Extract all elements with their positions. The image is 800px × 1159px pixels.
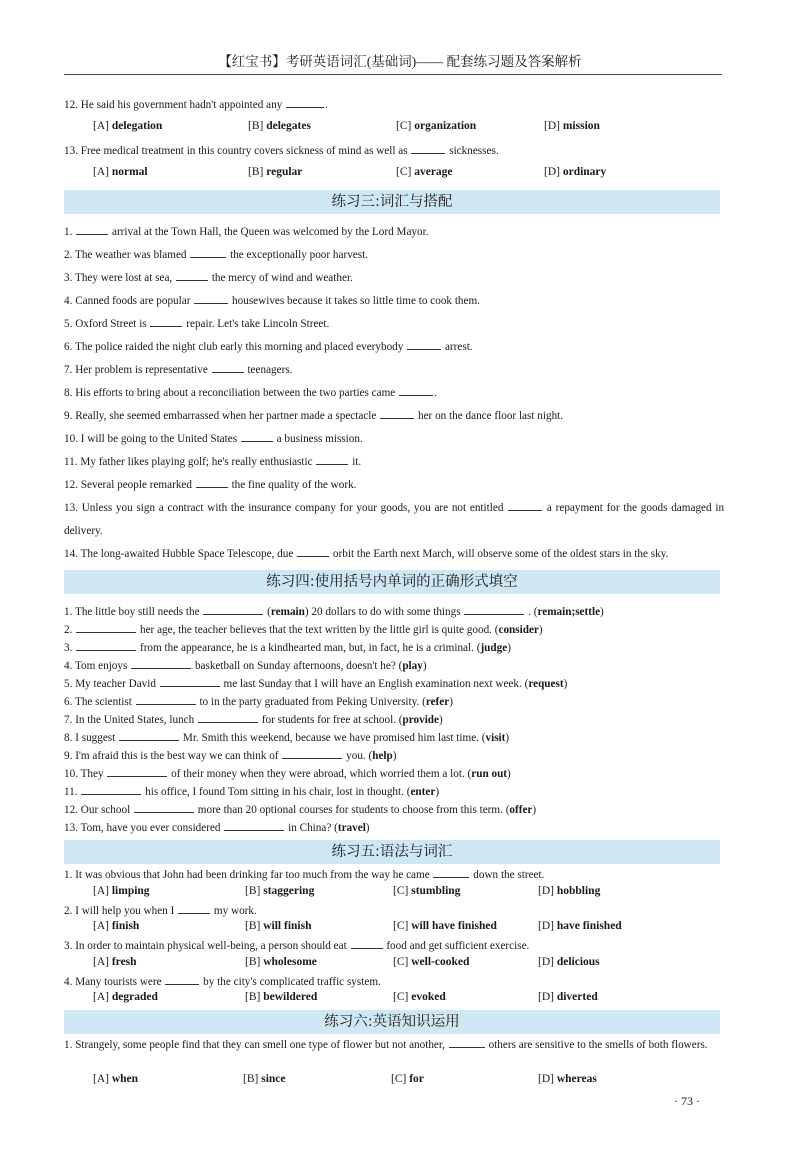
- s5-question-2: [64, 903, 724, 919]
- question-text-end: of their money when they were abroad, which worried them a lot. (: [171, 768, 472, 780]
- question-text: 12. He said his government hadn't appointed any: [64, 99, 283, 111]
- question-text-mid: ) 20 dollars to do with some things: [304, 606, 461, 618]
- paren-open: (: [267, 606, 271, 618]
- option-letter: [C]: [396, 120, 412, 132]
- question-text: 9. Really, she seemed embarrassed when her partner made a spectacle: [64, 410, 377, 422]
- option-word: finish: [111, 920, 140, 932]
- question-text-end: .: [434, 387, 437, 399]
- option-word: well-cooked: [411, 956, 470, 968]
- s3-question-13: [64, 497, 724, 543]
- answer-blank[interactable]: [203, 604, 263, 615]
- option-letter: [B]: [245, 885, 261, 897]
- option-b[interactable]: [245, 956, 317, 968]
- answer-blank[interactable]: [380, 408, 414, 419]
- options-q12: [93, 120, 733, 138]
- option-word: diverted: [556, 991, 598, 1003]
- question-text: 2. I will help you when I: [64, 905, 175, 917]
- word-hint: enter: [410, 786, 436, 798]
- answer-blank[interactable]: [241, 431, 273, 442]
- question-text: 7. Her problem is representative: [64, 364, 208, 376]
- option-b[interactable]: [245, 885, 314, 897]
- s5-question-3: [64, 938, 724, 954]
- option-letter: [A]: [93, 956, 109, 968]
- option-word: delicious: [556, 956, 600, 968]
- answer-blank[interactable]: [282, 748, 342, 759]
- s3-question-14: [64, 546, 724, 562]
- option-letter: [A]: [93, 120, 109, 132]
- answer-blank[interactable]: [107, 766, 167, 777]
- question-text: 2.: [64, 624, 73, 636]
- s3-question-7: [64, 362, 724, 378]
- word-hint: remain;settle: [537, 606, 601, 618]
- option-c[interactable]: [393, 920, 497, 932]
- paren-close: ): [532, 804, 537, 816]
- option-c[interactable]: [393, 991, 446, 1003]
- option-a[interactable]: [93, 920, 139, 932]
- question-text: 13. Unless you sign a contract with the insurance company for your goods, you are not entitled: [64, 502, 504, 514]
- option-word: stumbling: [411, 885, 461, 897]
- question-text-end: my work.: [213, 905, 257, 917]
- question-text-end: her on the dance floor last night.: [417, 410, 564, 422]
- section-4-title: 练习四:使用括号内单词的正确形式填空: [64, 570, 720, 594]
- word-hint: consider: [498, 624, 539, 636]
- section-5-title: 练习五:语法与词汇: [64, 840, 720, 864]
- option-letter: [D]: [544, 166, 560, 178]
- s4-question-9: [64, 748, 724, 764]
- answer-blank[interactable]: [224, 820, 284, 831]
- s4-question-10: [64, 766, 724, 782]
- question-text-end: a business mission.: [276, 433, 363, 445]
- option-letter: [A]: [93, 991, 109, 1003]
- question-text-end: arrest.: [444, 341, 473, 353]
- question-text-end: Mr. Smith this weekend, because we have promised him last time. (: [182, 732, 486, 744]
- option-word: bewildered: [263, 991, 318, 1003]
- option-letter: [C]: [393, 991, 409, 1003]
- paren-close: ): [392, 750, 397, 762]
- option-letter: [B]: [243, 1073, 259, 1085]
- question-text: 14. The long-awaited Hubble Space Telescope, due: [64, 548, 294, 560]
- option-d[interactable]: [538, 956, 600, 968]
- option-letter: [B]: [245, 991, 261, 1003]
- question-text: 1.: [64, 226, 73, 238]
- option-letter: [B]: [248, 166, 264, 178]
- option-word: delegation: [111, 120, 163, 132]
- answer-blank[interactable]: [194, 293, 228, 304]
- paren-close: ): [449, 696, 453, 708]
- question-text: 1. It was obvious that John had been drinking far too much from the way he came: [64, 869, 430, 881]
- question-text-end: a repayment for the goods damaged in delivery.: [64, 502, 725, 537]
- answer-blank[interactable]: [433, 867, 469, 878]
- option-letter: [D]: [538, 885, 554, 897]
- options-s6-q1: [93, 1073, 733, 1091]
- question-text: 3.: [64, 642, 73, 654]
- option-word: whereas: [556, 1073, 597, 1085]
- question-13: [64, 143, 724, 159]
- question-text-end: from the appearance, he is a kindhearted man, but, in fact, he is a criminal. (: [139, 642, 481, 654]
- word-hint: visit: [485, 732, 506, 744]
- s4-question-13: [64, 820, 724, 836]
- question-text: 13. Free medical treatment in this country covers sickness of mind as well as: [64, 145, 408, 157]
- question-text-end: it.: [352, 456, 362, 468]
- s4-question-8: [64, 730, 724, 746]
- option-letter: [D]: [538, 956, 554, 968]
- question-text-end: sicknesses.: [449, 145, 499, 157]
- option-c[interactable]: [391, 1073, 424, 1085]
- word-hint: travel: [337, 822, 366, 834]
- question-text-end: to in the party graduated from Peking University. (: [199, 696, 426, 708]
- answer-blank[interactable]: [150, 316, 182, 327]
- option-a[interactable]: [93, 120, 162, 132]
- option-b[interactable]: [243, 1073, 286, 1085]
- options-s5-q1: [93, 885, 733, 903]
- question-text: 1. Strangely, some people find that they can smell one type of flower but not another,: [64, 1039, 445, 1051]
- option-word: since: [261, 1073, 286, 1085]
- answer-blank[interactable]: [76, 622, 136, 633]
- paren-close: ): [438, 714, 443, 726]
- option-letter: [A]: [93, 166, 109, 178]
- paren-close: ): [538, 624, 543, 636]
- answer-blank[interactable]: [449, 1037, 485, 1048]
- question-text: 3. They were lost at sea,: [64, 272, 173, 284]
- option-word: hobbling: [556, 885, 601, 897]
- question-text-end: orbit the Earth next March, will observe some of the oldest stars in the sky.: [332, 548, 669, 560]
- option-word: delegates: [266, 120, 311, 132]
- paren-close: ): [365, 822, 370, 834]
- question-text: 5. Oxford Street is: [64, 318, 147, 330]
- answer-blank[interactable]: [411, 143, 445, 154]
- answer-blank[interactable]: [119, 730, 179, 741]
- option-letter: [C]: [391, 1073, 407, 1085]
- section-6-title: 练习六:英语知识运用: [64, 1010, 720, 1034]
- question-text-end: down the street.: [473, 869, 545, 881]
- option-word: for: [409, 1073, 424, 1085]
- option-word: normal: [111, 166, 148, 178]
- question-text-end: her age, the teacher believes that the text written by the little girl is quite good. (: [139, 624, 499, 636]
- paren-close: ): [505, 732, 510, 744]
- answer-blank[interactable]: [351, 938, 383, 949]
- word-hint: judge: [480, 642, 508, 654]
- option-d[interactable]: [544, 166, 606, 178]
- word-hint: offer: [509, 804, 533, 816]
- question-text: 9. I'm afraid this is the best way we can think of: [64, 750, 279, 762]
- question-text-end: in China? (: [288, 822, 338, 834]
- option-word: mission: [562, 120, 600, 132]
- option-word: will finish: [263, 920, 312, 932]
- s3-question-9: [64, 408, 724, 424]
- question-text: 4. Canned foods are popular: [64, 295, 191, 307]
- question-text: 12. Several people remarked: [64, 479, 192, 491]
- word-hint: help: [372, 750, 393, 762]
- question-text: 10. I will be going to the United States: [64, 433, 238, 445]
- question-text: 2. The weather was blamed: [64, 249, 187, 261]
- paren-close: ): [600, 606, 604, 618]
- answer-blank[interactable]: [76, 224, 108, 235]
- option-letter: [A]: [93, 920, 109, 932]
- s4-question-12: [64, 802, 724, 818]
- s4-question-5: [64, 676, 724, 692]
- s4-question-11: [64, 784, 724, 800]
- option-a[interactable]: [93, 1073, 138, 1085]
- s3-question-12: [64, 477, 724, 493]
- options-s5-q4: [93, 991, 733, 1009]
- word-hint: play: [402, 660, 423, 672]
- s3-question-3: [64, 270, 724, 286]
- s3-question-6: [64, 339, 724, 355]
- answer-blank[interactable]: [196, 477, 228, 488]
- question-text: 11. My father likes playing golf; he's really enthusiastic: [64, 456, 313, 468]
- option-word: organization: [414, 120, 477, 132]
- option-word: will have finished: [411, 920, 497, 932]
- option-b[interactable]: [245, 920, 311, 932]
- paren-close: ): [507, 768, 511, 780]
- option-word: regular: [266, 166, 303, 178]
- option-c[interactable]: [396, 120, 476, 132]
- answer-blank[interactable]: [176, 270, 208, 281]
- question-text-end: the exceptionally poor harvest.: [230, 249, 369, 261]
- option-letter: [D]: [538, 991, 554, 1003]
- answer-blank[interactable]: [165, 974, 199, 985]
- s3-question-4: [64, 293, 724, 309]
- option-word: limping: [111, 885, 150, 897]
- question-text-end: others are sensitive to the smells of both flowers.: [488, 1039, 708, 1051]
- question-text-end: teenagers.: [247, 364, 293, 376]
- question-text: 4. Tom enjoys: [64, 660, 128, 672]
- s4-question-7: [64, 712, 724, 728]
- option-a[interactable]: [93, 885, 150, 897]
- option-word: ordinary: [562, 166, 607, 178]
- question-text-end: housewives because it takes so little time to cook them.: [232, 295, 480, 307]
- answer-blank[interactable]: [407, 339, 441, 350]
- option-letter: [A]: [93, 1073, 109, 1085]
- question-text: 1. The little boy still needs the: [64, 606, 200, 618]
- option-word: degraded: [111, 991, 158, 1003]
- answer-blank[interactable]: [190, 247, 226, 258]
- answer-blank[interactable]: [198, 712, 258, 723]
- option-a[interactable]: [93, 991, 158, 1003]
- s6-question-1: [64, 1037, 724, 1054]
- question-text: 11.: [64, 786, 78, 798]
- answer-blank[interactable]: [464, 604, 524, 615]
- option-d[interactable]: [544, 120, 600, 132]
- question-text-end: by the city's complicated traffic system.: [203, 976, 381, 988]
- question-text-end: the fine quality of the work.: [231, 479, 357, 491]
- answer-blank[interactable]: [131, 658, 191, 669]
- s5-question-4: [64, 974, 724, 990]
- page-header: 【红宝书】考研英语词汇(基础词)—— 配套练习题及答案解析: [218, 54, 582, 69]
- option-word: when: [111, 1073, 139, 1085]
- answer-blank[interactable]: [136, 694, 196, 705]
- option-word: wholesome: [263, 956, 317, 968]
- answer-blank[interactable]: [134, 802, 194, 813]
- answer-blank[interactable]: [81, 784, 141, 795]
- s3-question-11: [64, 454, 724, 470]
- option-letter: [B]: [245, 920, 261, 932]
- option-letter: [C]: [393, 956, 409, 968]
- option-c[interactable]: [393, 885, 460, 897]
- option-word: staggering: [263, 885, 315, 897]
- option-a[interactable]: [93, 166, 148, 178]
- option-letter: [D]: [538, 1073, 554, 1085]
- question-text-end: .: [325, 99, 328, 111]
- s4-question-4: [64, 658, 724, 674]
- question-text: 12. Our school: [64, 804, 131, 816]
- question-text-end: arrival at the Town Hall, the Queen was welcomed by the Lord Mayor.: [111, 226, 429, 238]
- question-text-end: more than 20 optional courses for students to choose from this term. (: [197, 804, 510, 816]
- word-hint: request: [528, 678, 564, 690]
- answer-blank[interactable]: [316, 454, 348, 465]
- question-text: 4. Many tourists were: [64, 976, 162, 988]
- answer-blank[interactable]: [178, 903, 210, 914]
- answer-blank[interactable]: [286, 97, 324, 108]
- option-letter: [C]: [393, 920, 409, 932]
- option-a[interactable]: [93, 956, 137, 968]
- option-word: fresh: [111, 956, 137, 968]
- option-word: evoked: [411, 991, 446, 1003]
- s3-question-10: [64, 431, 724, 447]
- word-hint: refer: [425, 696, 450, 708]
- option-letter: [C]: [396, 166, 412, 178]
- question-text: 6. The scientist: [64, 696, 132, 708]
- option-c[interactable]: [393, 956, 469, 968]
- paren-close: ): [435, 786, 440, 798]
- answer-blank[interactable]: [76, 640, 136, 651]
- word-hint: provide: [402, 714, 439, 726]
- paren-close: ): [563, 678, 568, 690]
- option-c[interactable]: [396, 166, 453, 178]
- options-s5-q3: [93, 956, 733, 974]
- answer-blank[interactable]: [297, 546, 329, 557]
- question-text: 10. They: [64, 768, 104, 780]
- option-b[interactable]: [245, 991, 317, 1003]
- s4-question-3: [64, 640, 724, 656]
- question-text: 5. My teacher David: [64, 678, 156, 690]
- question-text-end: for students for free at school. (: [261, 714, 403, 726]
- s3-question-2: [64, 247, 724, 263]
- s3-question-1: [64, 224, 724, 240]
- options-s5-q2: [93, 920, 733, 938]
- option-d[interactable]: [538, 1073, 597, 1085]
- options-q13: [93, 166, 733, 184]
- question-text: 6. The police raided the night club early this morning and placed everybody: [64, 341, 404, 353]
- page-number: · 73 ·: [674, 1094, 700, 1108]
- question-12: [64, 97, 724, 113]
- s5-question-1: [64, 867, 724, 883]
- option-d[interactable]: [538, 885, 600, 897]
- question-text: 3. In order to maintain physical well-being, a person should eat: [64, 940, 347, 952]
- paren-open: . (: [528, 606, 538, 618]
- option-word: average: [414, 166, 453, 178]
- option-b[interactable]: [248, 120, 311, 132]
- paren-close: ): [422, 660, 427, 672]
- header-divider: [64, 74, 722, 75]
- paren-close: ): [507, 642, 511, 654]
- option-word: have finished: [556, 920, 622, 932]
- answer-blank[interactable]: [399, 385, 433, 396]
- section-3-title: 练习三:词汇与搭配: [64, 190, 720, 214]
- s4-question-2: [64, 622, 724, 638]
- answer-blank[interactable]: [160, 676, 220, 687]
- question-text-end: me last Sunday that I will have an English examination next week. (: [223, 678, 529, 690]
- question-text-end: you. (: [346, 750, 373, 762]
- s4-question-6: [64, 694, 724, 710]
- s3-question-5: [64, 316, 724, 332]
- answer-blank[interactable]: [508, 500, 542, 511]
- question-text-end: his office, I found Tom sitting in his chair, lost in thought. (: [145, 786, 411, 798]
- question-text-end: basketball on Sunday afternoons, doesn't he? (: [194, 660, 403, 672]
- option-d[interactable]: [538, 991, 598, 1003]
- question-text: 13. Tom, have you ever considered: [64, 822, 221, 834]
- answer-blank[interactable]: [212, 362, 244, 373]
- option-letter: [B]: [248, 120, 264, 132]
- option-letter: [D]: [544, 120, 560, 132]
- question-text-end: the mercy of wind and weather.: [211, 272, 353, 284]
- question-text: 8. His efforts to bring about a reconciliation between the two parties came: [64, 387, 396, 399]
- option-letter: [B]: [245, 956, 261, 968]
- question-text-end: repair. Let's take Lincoln Street.: [186, 318, 330, 330]
- word-hint: run out: [471, 768, 508, 780]
- word-hint: remain: [270, 606, 305, 618]
- option-b[interactable]: [248, 166, 302, 178]
- s4-question-1: [64, 604, 724, 620]
- s3-question-8: [64, 385, 724, 401]
- option-letter: [A]: [93, 885, 109, 897]
- option-letter: [C]: [393, 885, 409, 897]
- question-text: 7. In the United States, lunch: [64, 714, 195, 726]
- option-letter: [D]: [538, 920, 554, 932]
- question-text: 8. I suggest: [64, 732, 116, 744]
- question-text-end: food and get sufficient exercise.: [386, 940, 530, 952]
- option-d[interactable]: [538, 920, 622, 932]
